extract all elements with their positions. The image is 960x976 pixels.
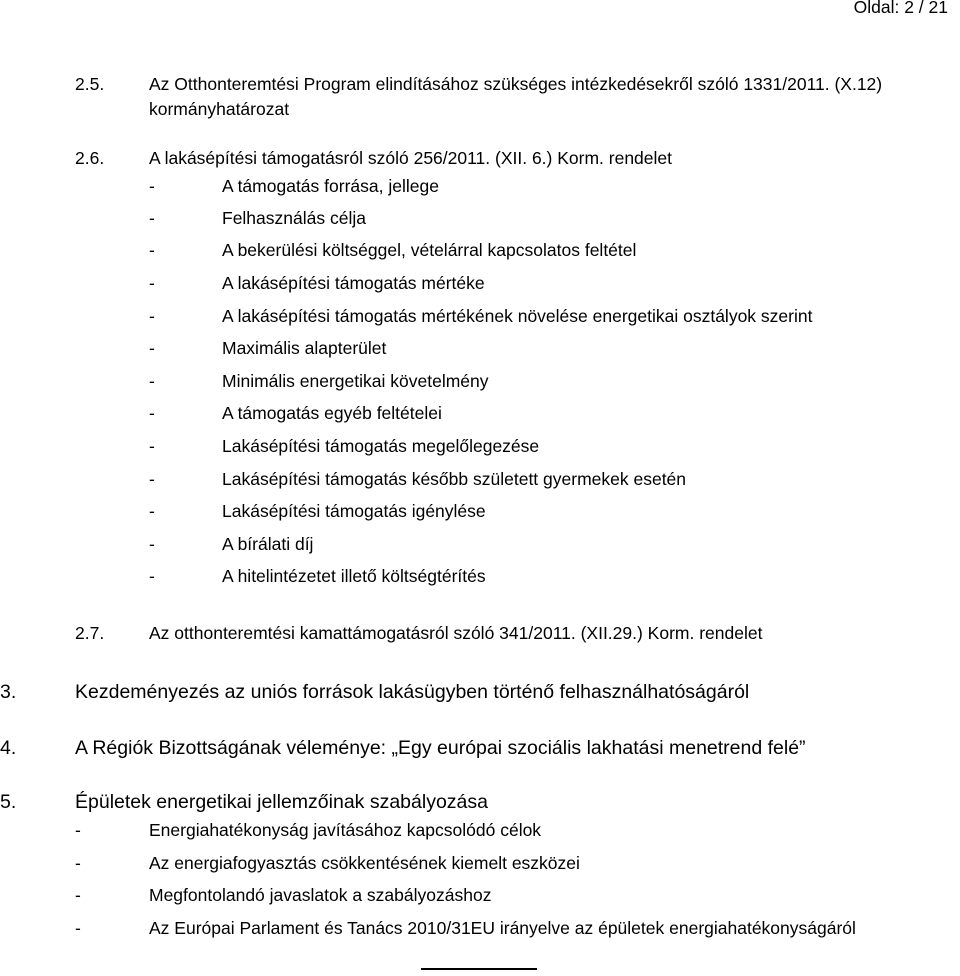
- list-item: [149, 176, 439, 196]
- list-dash: -: [149, 534, 155, 554]
- list-item: [149, 371, 489, 391]
- list-item-text: Megfontolandó javaslatok a szabályozáshoz: [149, 885, 492, 905]
- list-dash: -: [149, 240, 155, 260]
- list-dash: -: [75, 918, 81, 938]
- list-item: [75, 918, 856, 938]
- chapter-title: A Régiók Bizottságának véleménye: „Egy európai szociális lakhatási menetrend felé”: [75, 737, 806, 759]
- footer-separator: [421, 968, 537, 970]
- section-title: Az otthonteremtési kamattámogatásról szóló 341/2011. (XII.29.) Korm. rendelet: [149, 623, 763, 643]
- section-number: 2.7.: [75, 623, 105, 643]
- list-item: [75, 853, 580, 873]
- list-item: [149, 403, 442, 423]
- list-dash: -: [149, 469, 155, 489]
- list-dash: -: [75, 853, 81, 873]
- section-title-continuation: kormányhatározat: [149, 99, 290, 119]
- list-dash: -: [149, 208, 155, 228]
- list-item-text: Felhasználás célja: [222, 208, 366, 228]
- chapter-number: 3.: [0, 681, 17, 703]
- list-dash: -: [149, 176, 155, 196]
- list-item-text: Lakásépítési támogatás igénylése: [222, 501, 486, 521]
- list-dash: -: [149, 306, 155, 326]
- chapter-number: 5.: [0, 791, 17, 813]
- list-item-text: Lakásépítési támogatás megelőlegezése: [222, 436, 540, 456]
- list-dash: -: [149, 436, 155, 456]
- section-title: Az Otthonteremtési Program elindításához szükséges intézkedésekről szóló 1331/2011. (X.12): [149, 74, 883, 94]
- list-item: [149, 306, 813, 326]
- list-item-text: Maximális alapterület: [222, 338, 387, 358]
- list-item-text: Az Európai Parlament és Tanács 2010/31EU irányelve az épületek energiahatékonyságáról: [149, 918, 856, 938]
- list-item: [149, 501, 486, 521]
- list-item: [149, 534, 314, 554]
- list-item: [149, 208, 366, 228]
- list-dash: -: [149, 371, 155, 391]
- list-item: [149, 469, 687, 489]
- list-item-text: Minimális energetikai követelmény: [222, 371, 489, 391]
- list-item-text: A támogatás forrása, jellege: [222, 176, 439, 196]
- list-item: [75, 885, 492, 905]
- section-title: A lakásépítési támogatásról szóló 256/2011. (XII. 6.) Korm. rendelet: [149, 148, 673, 168]
- list-item-text: Az energiafogyasztás csökkentésének kiemelt eszközei: [149, 853, 580, 873]
- list-item: [75, 820, 542, 840]
- list-item: [149, 566, 486, 586]
- list-item: [149, 273, 485, 293]
- list-dash: -: [149, 273, 155, 293]
- list-item-text: A bekerülési költséggel, vételárral kapcsolatos feltétel: [222, 240, 637, 260]
- list-dash: -: [149, 403, 155, 423]
- section-number: 2.6.: [75, 148, 105, 168]
- list-dash: -: [149, 501, 155, 521]
- list-dash: -: [75, 820, 81, 840]
- list-item-text: A lakásépítési támogatás mértéke: [222, 273, 485, 293]
- list-item-text: Lakásépítési támogatás később született gyermekek esetén: [222, 469, 687, 489]
- list-item-text: A támogatás egyéb feltételei: [222, 403, 442, 423]
- list-item: [149, 240, 637, 260]
- list-item-text: Energiahatékonyság javításához kapcsolódó célok: [149, 820, 542, 840]
- list-dash: -: [149, 338, 155, 358]
- chapter-title: Épületek energetikai jellemzőinak szabályozása: [75, 791, 488, 813]
- chapter-number: 4.: [0, 737, 17, 759]
- list-dash: -: [149, 566, 155, 586]
- list-dash: -: [75, 885, 81, 905]
- chapter-title: Kezdeményezés az uniós források lakásügyben történő felhasználhatóságáról: [75, 681, 750, 703]
- section-number: 2.5.: [75, 74, 105, 94]
- list-item: [149, 436, 540, 456]
- page-number: Oldal: 2 / 21: [853, 0, 948, 17]
- list-item-text: A hitelintézetet illető költségtérítés: [222, 566, 486, 586]
- list-item-text: A lakásépítési támogatás mértékének növelése energetikai osztályok szerint: [222, 306, 813, 326]
- list-item-text: A bírálati díj: [222, 534, 314, 554]
- list-item: [149, 338, 387, 358]
